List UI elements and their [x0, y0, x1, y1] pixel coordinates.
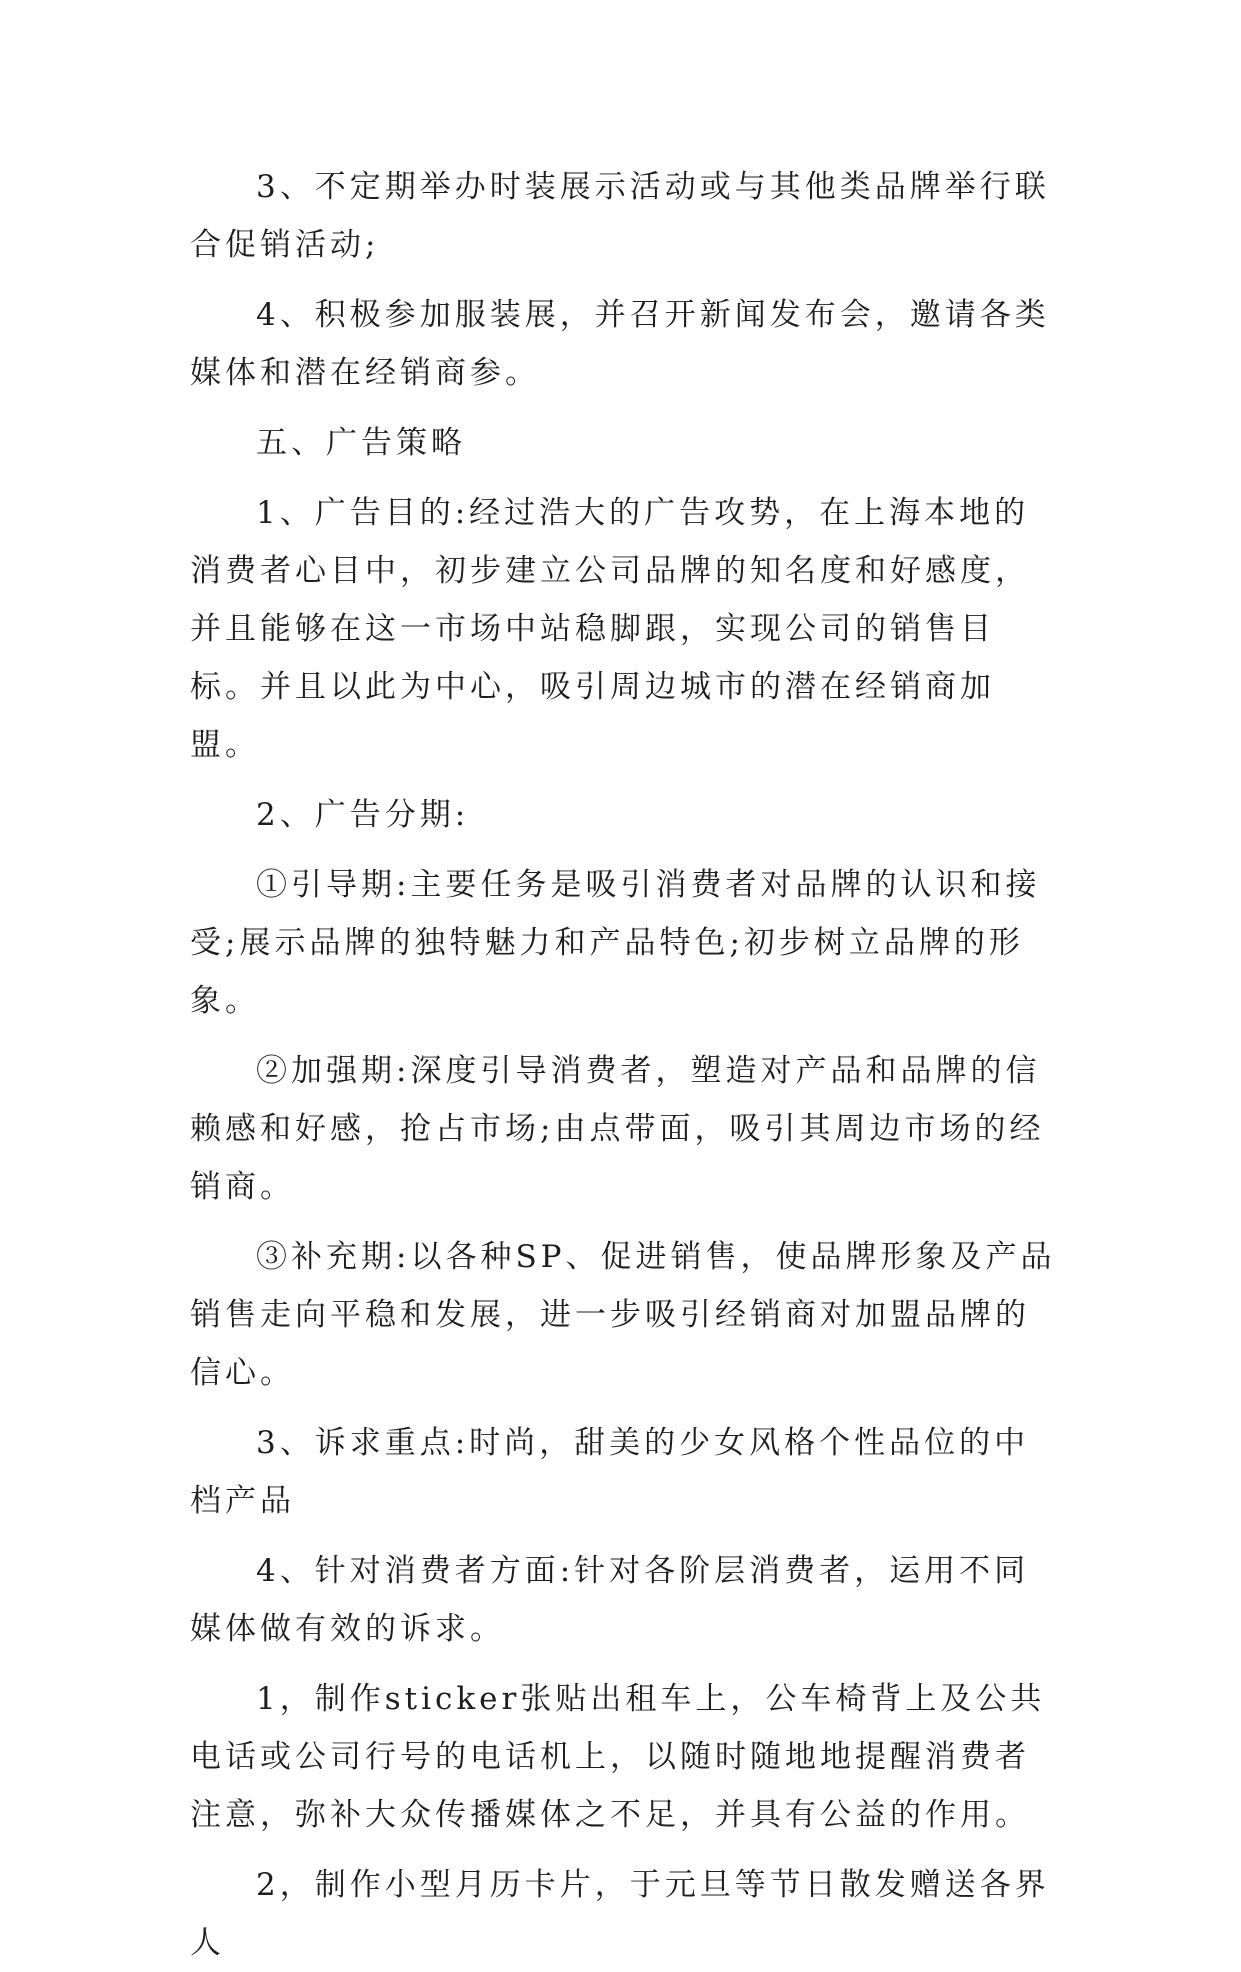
paragraph-fashion-expo: 4、积极参加服装展，并召开新闻发布会，邀请各类媒体和潜在经销商参。: [190, 297, 1050, 391]
paragraph-ad-phases: 2、广告分期:: [256, 797, 470, 833]
section-heading-ad-strategy: 五、广告策略: [256, 425, 466, 461]
paragraph-appeal-focus: 3、诉求重点:时尚，甜美的少女风格个性品位的中档产品: [190, 1425, 1030, 1519]
paragraph-phase-supplement: ③补充期:以各种SP、促进销售，使品牌形象及产品销售走向平稳和发展，进一步吸引经销商对加盟品牌的信心。: [190, 1239, 1056, 1391]
paragraph-sticker: 1，制作sticker张贴出租车上，公车椅背上及公共电话或公司行号的电话机上，以随时随地地提醒消费者注意，弥补大众传播媒体之不足，并具有公益的作用。: [190, 1681, 1046, 1833]
paragraph-calendar-cards: 2，制作小型月历卡片，于元旦等节日散发赠送各界人: [190, 1867, 1050, 1961]
paragraph-ad-purpose: 1、广告目的:经过浩大的广告攻势，在上海本地的消费者心目中，初步建立公司品牌的知名度和好感度，并且能够在这一市场中站稳脚跟，实现公司的销售目标。并且以此为中心，吸引周边城市的潜在经销商加盟。: [190, 495, 1030, 763]
paragraph-consumer-targeting: 4、针对消费者方面:针对各阶层消费者，运用不同媒体做有效的诉求。: [190, 1553, 1030, 1647]
paragraph-phase-strengthen: ②加强期:深度引导消费者，塑造对产品和品牌的信赖感和好感，抢占市场;由点带面，吸引其周边市场的经销商。: [190, 1053, 1045, 1205]
paragraph-phase-guide: ①引导期:主要任务是吸引消费者对品牌的认识和接受;展示品牌的独特魅力和产品特色;初步树立品牌的形象。: [190, 867, 1041, 1019]
paragraph-promo-events: 3、不定期举办时装展示活动或与其他类品牌举行联合促销活动;: [190, 169, 1050, 263]
